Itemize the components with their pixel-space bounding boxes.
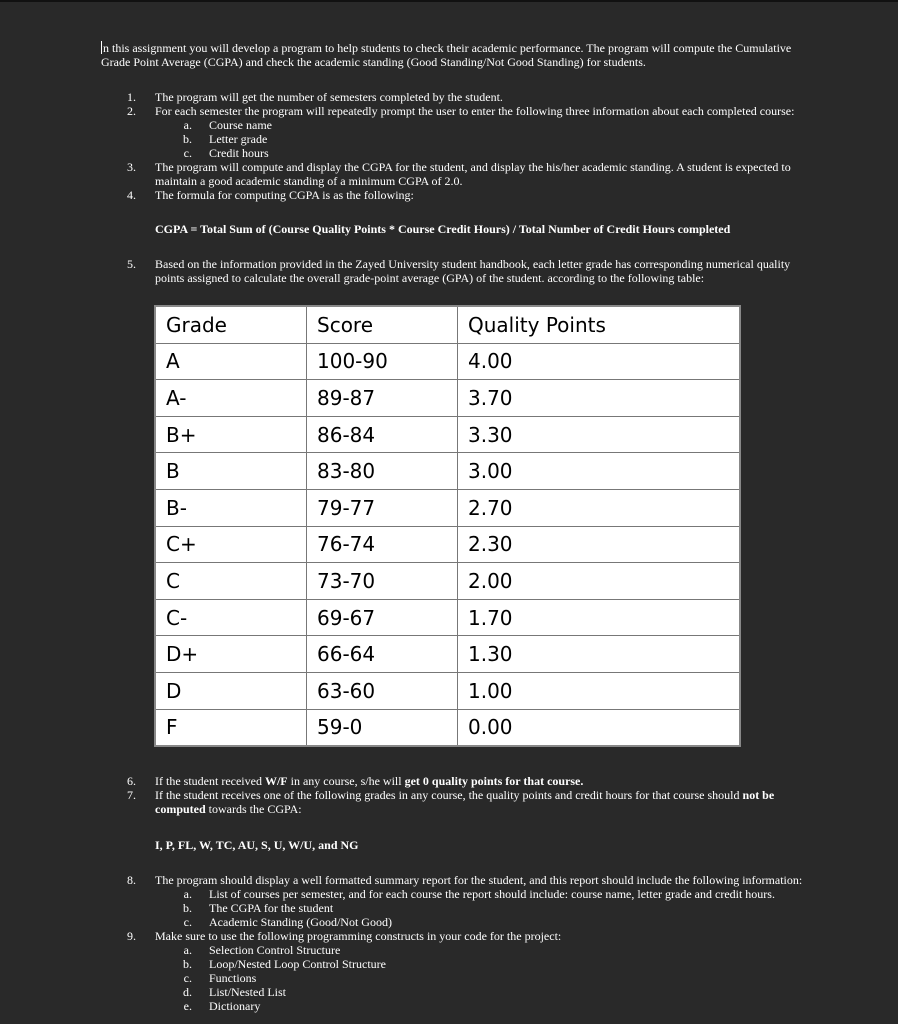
item-9d-label: d. (183, 985, 192, 999)
score-cell: 100-90 (307, 343, 458, 380)
grade-cell: B- (155, 489, 307, 526)
score-cell: 76-74 (307, 526, 458, 563)
item-3-line-1: The program will compute and display the CGPA for the student, and display the his/her academic standing. A student is expected to (155, 160, 791, 174)
item-number-4: 4. (127, 188, 136, 202)
item-9b-text: Loop/Nested Loop Control Structure (209, 957, 386, 971)
quality-points-cell: 2.30 (458, 526, 741, 563)
item-2c-text: Credit hours (209, 146, 269, 160)
header-quality-points: Quality Points (458, 306, 741, 343)
item-number-2: 2. (127, 104, 136, 118)
item-2a-text: Course name (209, 118, 272, 132)
table-row (155, 563, 740, 600)
score-cell: 59-0 (307, 709, 458, 746)
item-6-pre: If the student received (155, 774, 265, 788)
grade-cell: C+ (155, 526, 307, 563)
excluded-grades: I, P, FL, W, TC, AU, S, U, W/U, and NG (155, 838, 359, 852)
table-row (155, 453, 740, 490)
grade-cell: C- (155, 599, 307, 636)
item-9a-text: Selection Control Structure (209, 943, 341, 957)
item-9c-text: Functions (209, 971, 257, 985)
score-cell: 63-60 (307, 672, 458, 709)
quality-points-cell: 1.00 (458, 672, 741, 709)
item-number-3: 3. (127, 160, 136, 174)
score-cell: 89-87 (307, 380, 458, 417)
grade-cell: B+ (155, 416, 307, 453)
header-grade: Grade (155, 306, 307, 343)
intro-line-1-text: n this assignment you will develop a program to help students to check their academic performance. The program will compute the Cumulative (103, 41, 792, 55)
item-4-text: The formula for computing CGPA is as the following: (155, 188, 414, 202)
grade-cell: A- (155, 380, 307, 417)
header-score: Score (307, 306, 458, 343)
item-number-7: 7. (127, 788, 136, 802)
item-6-text (155, 774, 583, 788)
item-7-line-1 (155, 788, 774, 802)
table-row (155, 672, 740, 709)
item-8a-text: List of courses per semester, and for each course the report should include: course name, letter grade and credit hours. (209, 887, 775, 901)
item-2b-label: b. (183, 132, 192, 146)
item-5-line-1: Based on the information provided in the Zayed University student handbook, each letter grade has corresponding numerical quality (155, 257, 791, 271)
grade-cell: F (155, 709, 307, 746)
quality-points-cell: 3.70 (458, 380, 741, 417)
table-row (155, 599, 740, 636)
item-8c-text: Academic Standing (Good/Not Good) (209, 915, 392, 929)
item-9a-label: a. (183, 943, 192, 957)
table-header-row (155, 306, 740, 343)
grade-cell: D (155, 672, 307, 709)
score-cell: 86-84 (307, 416, 458, 453)
table-row (155, 416, 740, 453)
item-2c-label: c. (183, 146, 192, 160)
item-7-rest: towards the CGPA: (205, 802, 302, 816)
item-8b-text: The CGPA for the student (209, 901, 334, 915)
item-9d-text: List/Nested List (209, 985, 286, 999)
item-number-9: 9. (127, 929, 136, 943)
item-8b-label: b. (183, 901, 192, 915)
item-1-text: The program will get the number of semesters completed by the student. (155, 90, 503, 104)
item-3-line-2: maintain a good academic standing of a minimum CGPA of 2.0. (155, 174, 463, 188)
table-row (155, 489, 740, 526)
table-row (155, 636, 740, 673)
item-9c-label: c. (183, 971, 192, 985)
item-6-bold-2: get 0 quality points for that course. (404, 774, 584, 788)
item-number-5: 5. (127, 257, 136, 271)
item-6-bold-1: W/F (264, 774, 288, 788)
quality-points-cell: 3.00 (458, 453, 741, 490)
item-8c-label: c. (183, 915, 192, 929)
item-7-line-2 (155, 802, 302, 816)
text-cursor (101, 41, 102, 54)
item-2-text: For each semester the program will repeatedly prompt the user to enter the following three information about each completed course: (155, 104, 795, 118)
top-border (0, 0, 898, 2)
score-cell: 69-67 (307, 599, 458, 636)
score-cell: 79-77 (307, 489, 458, 526)
grade-cell: C (155, 563, 307, 600)
table-row (155, 709, 740, 746)
table-row (155, 526, 740, 563)
item-9e-text: Dictionary (209, 999, 261, 1013)
grade-cell: B (155, 453, 307, 490)
item-5-line-2: points assigned to calculate the overall grade-point average (GPA) of the student. according to the following table: (155, 271, 705, 285)
quality-points-cell: 0.00 (458, 709, 741, 746)
score-cell: 73-70 (307, 563, 458, 600)
item-9b-label: b. (183, 957, 192, 971)
item-7-bold-2: computed (155, 802, 206, 816)
score-cell: 66-64 (307, 636, 458, 673)
item-7-pre: If the student receives one of the following grades in any course, the quality points and credit hours for that course should (155, 788, 743, 802)
item-number-8: 8. (127, 873, 136, 887)
quality-points-cell: 2.70 (458, 489, 741, 526)
table-row (155, 343, 740, 380)
table-row (155, 380, 740, 417)
quality-points-cell: 2.00 (458, 563, 741, 600)
item-6-mid: in any course, s/he will (287, 774, 405, 788)
item-8a-label: a. (183, 887, 192, 901)
quality-points-cell: 1.30 (458, 636, 741, 673)
quality-points-cell: 4.00 (458, 343, 741, 380)
item-number-6: 6. (127, 774, 136, 788)
intro-line-1 (101, 41, 791, 55)
grade-cell: D+ (155, 636, 307, 673)
item-7-bold-1: not be (742, 788, 775, 802)
item-9-text: Make sure to use the following programming constructs in your code for the project: (155, 929, 562, 943)
grade-table (154, 305, 741, 747)
cgpa-formula: CGPA = Total Sum of (Course Quality Points * Course Credit Hours) / Total Number of Credit Hours completed (155, 222, 731, 236)
item-2b-text: Letter grade (209, 132, 268, 146)
intro-line-2: Grade Point Average (CGPA) and check the academic standing (Good Standing/Not Good Standing) for students. (101, 55, 646, 69)
item-8-text: The program should display a well formatted summary report for the student, and this report should include the following information: (155, 873, 803, 887)
item-number-1: 1. (127, 90, 136, 104)
grade-cell: A (155, 343, 307, 380)
item-2a-label: a. (183, 118, 192, 132)
score-cell: 83-80 (307, 453, 458, 490)
quality-points-cell: 3.30 (458, 416, 741, 453)
quality-points-cell: 1.70 (458, 599, 741, 636)
item-9e-label: e. (183, 999, 192, 1013)
